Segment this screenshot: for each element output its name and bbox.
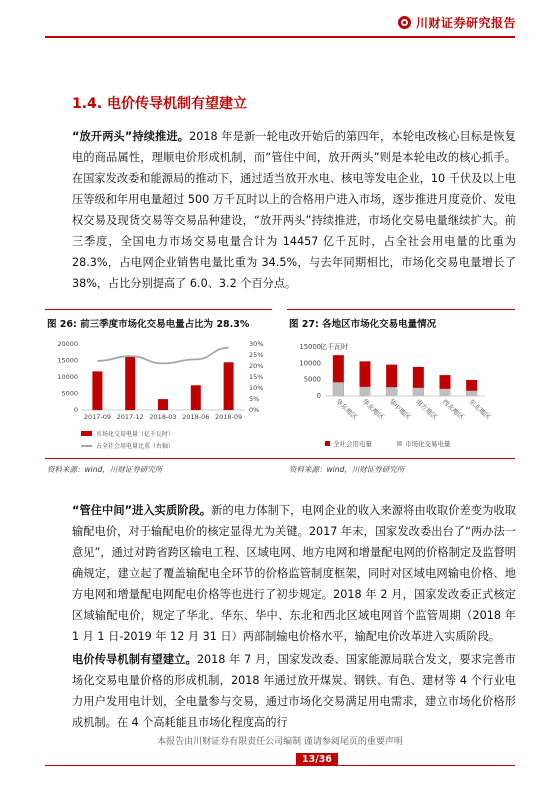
legend-label-share: 占全社会用电量比重（右轴） (96, 443, 175, 450)
footer-disclaimer: 本报告由川财证券有限责任公司编制 谨请参阅尾页的重要声明 (157, 737, 403, 747)
y2-tick-label: 15% (249, 373, 264, 381)
y-tick-label: 5000 (61, 389, 78, 398)
brand-name: 川财证券研究报告 (416, 16, 517, 30)
legend-swatch-market (397, 441, 402, 446)
figure-26 (45, 309, 272, 330)
y-tick-label: 10000 (57, 373, 78, 381)
paragraph-manage-middle (72, 500, 516, 647)
y-tick-label: 5000 (303, 375, 321, 384)
x-tick-label: 2018-06 (182, 413, 210, 421)
x-tick-label: 华中地区 (387, 397, 413, 422)
y-tick-label: 20000 (57, 340, 78, 348)
figure-26-source: 资料来源：wind，川财证券研究所 (47, 465, 163, 474)
bar-market (386, 387, 397, 396)
x-tick-label: 2018-09 (215, 413, 243, 421)
y-tick-label: 10000 (299, 359, 321, 368)
bar (191, 385, 201, 410)
legend-label-volume: 市场化交易电量（亿千瓦时） (96, 431, 175, 438)
y-tick-label: 0 (316, 392, 321, 400)
y-tick-label: 15000 (299, 343, 321, 351)
bar-market (466, 391, 477, 396)
footer-divider (45, 765, 515, 766)
figure-bottom-rule (45, 458, 515, 459)
y2-tick-label: 30% (249, 340, 264, 348)
paragraph-body: 2018 年是新一轮电改开始后的第四年，本轮电改核心目标是恢复电的商品属性，理顺电价形成机制，而“管住中间，放开两头”则是本轮电改的核心抓手。在国家发改委和能源局的推动下，通过适当放开水电、核电等发电企业，10 千伏及以上电压等级和年用电量超过 500 万千瓦时以上的合格用户进入市场，逐步推进月度竞价、发电权交易及现货交易等交易品种建设，“放开两头”持续推进，市场化交易电量继续扩大。前三季度，全国电力市场交易电量合计为 14457 亿千瓦时，占全社会用电量的比重为 28.3%，占电网企业销售电量比重为 34.5%，与去年同期相比，市场化交易电量增长了 38%，占比分别提高了 6.0、3.2 个百分点。 (72, 130, 516, 290)
figure-27 (287, 309, 515, 330)
section-title: 1.4. 电价传导机制有望建立 (72, 96, 247, 112)
y-tick-label: 15000 (57, 356, 78, 365)
y2-tick-label: 20% (249, 362, 264, 370)
x-tick-label: 2018-03 (149, 413, 177, 421)
unit-label: 亿千瓦时 (320, 343, 348, 351)
brand-logo-icon (398, 16, 411, 29)
paragraph-body: 2018 年 7 月，国家发改委、国家能源局联合发文，要求完善市场化交易电量价格的形成机制，2018 年通过放开煤炭、钢铁、有色、建材等 4 个行业电力用户发用电计划，全电量参与交易，通过市场化交易满足用电需求，建立市场化价格形成机制。在 4 个高耗能且市场化程度高的行 (72, 653, 516, 729)
y2-tick-label: 10% (249, 384, 264, 392)
x-tick-label: 东北地区 (467, 397, 493, 422)
bar-market (333, 382, 344, 396)
chart-market-trading-share (45, 330, 272, 455)
figure-27-source: 资料来源：wind，川财证券研究所 (289, 465, 405, 474)
paragraph-open-both-ends (72, 126, 516, 294)
chart-regional-trading (287, 330, 515, 455)
header-divider (45, 36, 515, 38)
bar-market (440, 389, 451, 396)
bar (224, 362, 234, 410)
x-tick-label: 西北地区 (440, 397, 466, 422)
paragraph-lead: 电价传导机制有望建立。 (72, 653, 197, 666)
page-number: 13/36 (296, 753, 338, 766)
x-tick-label: 南方地区 (413, 397, 439, 422)
paragraph-lead: “放开两头”持续推进。 (72, 130, 190, 143)
x-tick-label: 华东地区 (333, 397, 359, 422)
paragraph-price-mechanism (72, 649, 516, 733)
bar (158, 399, 168, 410)
bar (125, 356, 135, 410)
y-tick-label: 0 (73, 406, 78, 414)
figure-title: 图 27: 各地区市场化交易电量情况 (289, 319, 437, 330)
y2-tick-label: 25% (249, 351, 264, 359)
y2-tick-label: 0% (249, 406, 260, 414)
bar-market (413, 388, 424, 396)
paragraph-body: 新的电力体制下，电网企业的收入来源将由收取价差变为收取输配电价，对于输配电价的核定显得尤为关键。2017 年末，国家发改委出台了“两办法一意见”，通过对跨省跨区输电工程、区域电网、地方电网和增量配电网的价格制定及监督明确规定，建立起了覆盖输配电全环节的价格监管制度框架，同时对区域电网输电价格、地方电网和增量配电网配电价格等也进行了初步规定。2018 年 2 月，国家发改委正式核定区域输配电价，规定了华北、华东、华中、东北和西北区域电网首个监管周期（2018 年 1 月 1 日-2019 年 12 月 31 日）两部制输电价格水平，输配电价改革进入实质阶段。 (72, 504, 516, 643)
x-tick-label: 华北地区 (360, 397, 386, 422)
legend-label-market: 市场化交易电量 (405, 440, 451, 448)
bar (92, 371, 102, 410)
y2-tick-label: 5% (249, 395, 260, 403)
legend-swatch-volume (81, 431, 92, 436)
legend-swatch-total (325, 441, 330, 446)
bar-market (360, 387, 371, 396)
figure-title: 图 26: 前三季度市场化交易电量占比为 28.3% (47, 319, 250, 330)
line-series (97, 348, 228, 364)
x-tick-label: 2017-12 (116, 413, 144, 421)
x-tick-label: 2017-09 (83, 413, 111, 421)
legend-label-total: 全社会用电量 (333, 440, 372, 448)
paragraph-lead: “管住中间”进入实质阶段。 (72, 504, 212, 517)
